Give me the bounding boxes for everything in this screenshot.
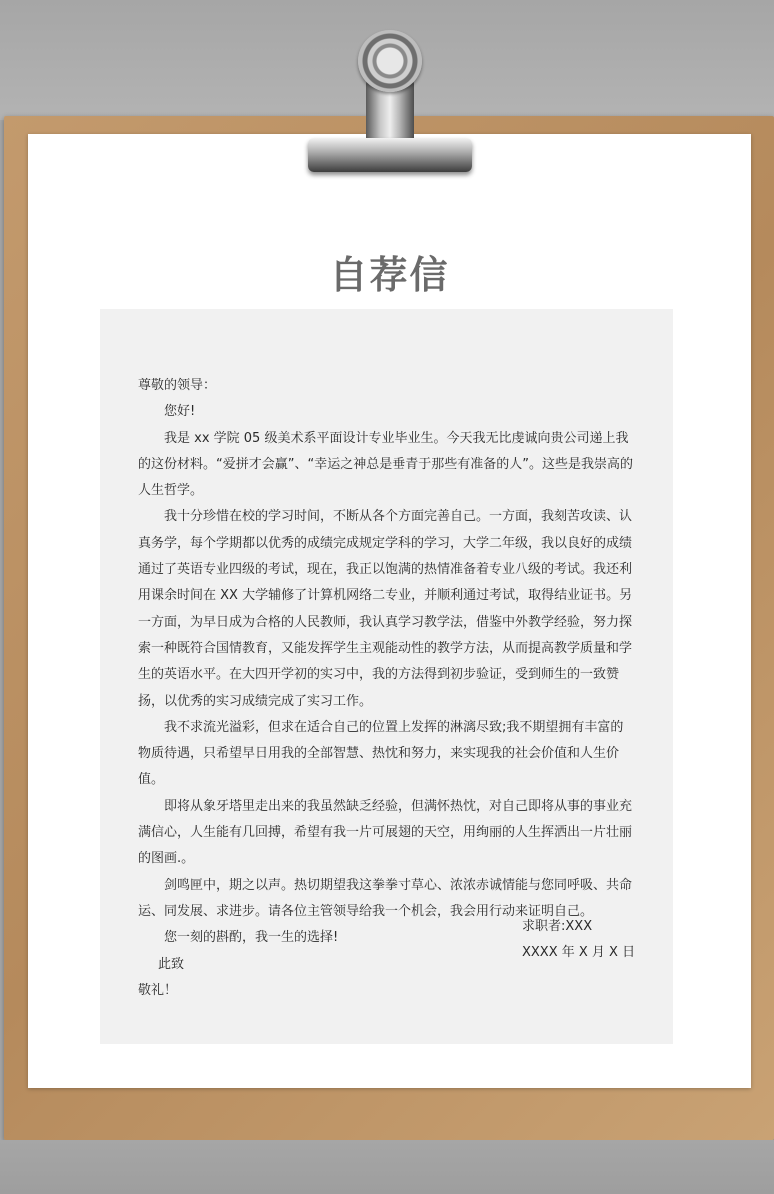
letter-closing: 此致 <box>158 956 185 972</box>
wall-background-bottom <box>0 1140 774 1194</box>
letter-paragraph: 我不求流光溢彩，但求在适合自己的位置上发挥的淋漓尽致;我不期望拥有丰富的物质待遇，只希望早日用我的全部智慧、热忱和努力，来实现我的社会价值和人生价值。 <box>138 719 624 788</box>
binder-clip-ring <box>358 30 422 92</box>
letter-paragraph: 我十分珍惜在校的学习时间，不断从各个方面完善自己。一方面，我刻苦攻读、认真务学，每个学期都以优秀的成绩完成规定学科的学习，大学二年级，我以良好的成绩通过了英语专业四级的考试，现在，我正以饱满的热情准备着专业八级的考试。我还利用课余时间在 XX 大学辅修了计算机网络二专业，并顺利通过考试，取得结业证书。另一方面，为早日成为合格的人民教师，我认真学习教学法，借鉴中外教学经验，努力探索一种既符合国情教育，又能发挥学生主观能动性的教学方法，从而提高教学质量和学生的英语水平。在大四开学初的实习中，我的方法得到初步验证，受到师生的一致赞扬，以优秀的实习成绩完成了实习工作。 <box>138 509 633 709</box>
letter-closing-salute: 敬礼！ <box>138 982 178 998</box>
binder-clip-icon <box>308 138 472 172</box>
letter-salutation: 尊敬的领导： <box>138 378 217 393</box>
letter-paragraph: 您一刻的斟酌，我一生的选择! <box>164 930 339 946</box>
letter-date: XXXX 年 X 月 X 日 <box>522 945 636 960</box>
letter-paragraph: 即将从象牙塔里走出来的我虽然缺乏经验，但满怀热忱，对自己即将从事的事业充满信心，人生能有几回搏，希望有我一片可展翅的天空，用绚丽的人生挥洒出一片壮丽的图画.。 <box>138 798 633 867</box>
letter-signature: 求职者:XXX <box>522 919 593 934</box>
letter-body-panel <box>100 309 673 1044</box>
letter-paragraph: 剑鸣匣中，期之以声。热切期望我这拳拳寸草心、浓浓赤诚情能与您同呼吸、共命运、同发展、求进步。请各位主管领导给我一个机会，我会用行动来证明自己。 <box>138 877 633 919</box>
letter-paragraph: 我是 xx 学院 05 级美术系平面设计专业毕业生。今天我无比虔诚向贵公司递上我的这份材料。“爱拼才会赢”、“幸运之神总是垂青于那些有准备的人”。这些是我崇高的人生哲学。 <box>138 430 633 499</box>
letter-greeting: 您好! <box>164 404 196 420</box>
document-title: 自荐信 <box>329 253 450 297</box>
letter-text <box>138 373 634 1004</box>
